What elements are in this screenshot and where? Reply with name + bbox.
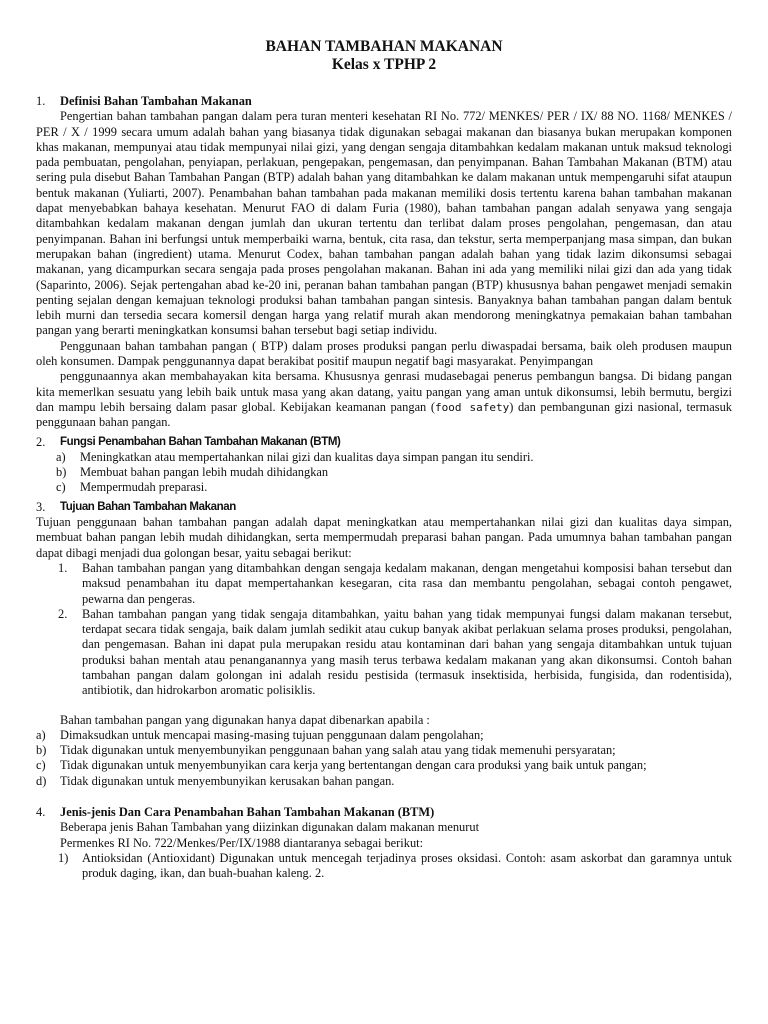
paragraph-definition (36, 109, 732, 338)
impact-text-end: ) dan pembangunan gizi nasional, termasuk penggunaan bahan pangan. (36, 399, 732, 430)
list-marker: c) (36, 758, 46, 773)
conditions-intro: Bahan tambahan pangan yang digunakan hanya dapat dibenarkan apabila : (60, 712, 430, 727)
list-text: Bahan tambahan pangan yang tidak sengaja ditambahkan, yaitu bahan yang tidak mempunyai fungsi dalam makanan tersebut, terdapat secara tidak sengaja, baik dalam jumlah sedikit atau cukup banyak akibat perlakuan selama proses produksi, pengolahan, dan pengemasan. Bahan ini dapat pula merupakan residu atau kontaminan dari bahan yang sengaja ditambahkan untuk tujuan produksi bahan mentah atau penanganannya yang masih terus terbawa kedalam makanan yang akan dikonsumsi. Contoh bahan tambahan pangan dalam golongan ini adalah residu pestisida (termasuk insektisida, herbisida, fungisida, dan rodentisida), antibiotik, dan hidrokarbon aromatic polisiklis. (82, 606, 732, 698)
list-text: Tidak digunakan untuk menyembunyikan cara kerja yang bertentangan dengan cara produksi yang baik untuk pangan; (60, 758, 647, 773)
list-text: Mempermudah preparasi. (80, 480, 208, 495)
list-text: Bahan tambahan pangan yang ditambahkan dengan sengaja kedalam makanan, dengan mengetahui komposisi bahan tersebut dan maksud penambahan itu dapat mempertahankan kesegaran, cita rasa dan membantu pengolahan, sebagai contoh pengawet, pewarna dan pengeras. (82, 560, 732, 606)
types-intro-line-2: Permenkes RI No. 722/Menkes/Per/IX/1988 diantaranya sebagai berikut: (60, 835, 424, 850)
conditions-list (36, 728, 732, 789)
paragraph-impact (36, 369, 732, 430)
document-subtitle: Kelas x TPHP 2 (331, 56, 437, 73)
definition-text: secara umum adalah bahan yang biasanya tidak digunakan sebagai makanan dan biasanya bukan merupakan komponen khas makanan, mempunyai atau tidak mempunyai nilai gizi, yang dengan sengaja ditambahkan kedalam makanan untuk maksud teknologi pada pembuatan, pengolahan, penyiapan, perlakuan, pengepakan, pengemasan, dan penyimpanan. Bahan Tambahan Makanan (BTM) atau sering pula disebut Bahan Tambahan Pangan (BTP) adalah bahan yang ditambahkan ke dalam makanan untuk mempengaruhi sifat ataupun bentuk makanan (Yuliarti, 2007). Penambahan bahan tambahan pada makanan memiliki dosis tertentu karena bahan tambahan makanan dapat menyebabkan bahaya kesehatan. Menurut FAO di dalam Furia (1980), bahan tambahan pangan adalah senyawa yang sengaja ditambahkan kedalam makanan dengan jumlah dan ukuran tertentu dan terlibat dalam proses pengolahan, pengemasan, dan atau penyimpanan. Bahan ini berfungsi untuk memperbaiki warna, bentuk, cita rasa, dan tekstur, serta memperpanjang masa simpan, dan bukan merupakan bahan (ingredient) utama. Menurut Codex, bahan tambahan pangan adalah bahan yang tidak lazim dikonsumsi sebagai makanan, yang dicampurkan secara sengaja pada proses pengolahan makanan. Bahan ini ada yang memiliki nilai gizi dan ada yang tidak (Saparinto, 2006). Sejak pertengahan abad ke-20 ini, peranan bahan tambahan pangan (BTP) khususnya bahan pengawet menjadi semakin penting sejalan dengan kemajuan teknologi produksi bahan tambahan pangan sintesis. Banyaknya bahan tambahan pangan dalam bentuk lebih murni dan tersedia secara komersil dengan harga yang relatif murah akan mendorong meningkatnya pemakaian bahan tambahan pangan yang berarti meningkatkan konsumsi bahan tersebut bagi setiap individu. (36, 124, 732, 338)
list-text: Membuat bahan pangan lebih mudah dihidangkan (80, 465, 329, 480)
list-text: Meningkatkan atau mempertahankan nilai gizi dan kualitas daya simpan pangan itu sendiri. (80, 449, 534, 464)
section-number: 1. (36, 94, 46, 108)
list-text: Tidak digunakan untuk menyembunyikan penggunaan bahan yang salah atau yang tidak memenuhi persyaratan; (60, 743, 616, 758)
list-item (58, 607, 732, 699)
food-safety-term: food safety (434, 400, 510, 414)
list-text: Tidak digunakan untuk menyembunyikan kerusakan bahan pangan. (60, 773, 395, 788)
section-title: Tujuan Bahan Tambahan Makanan (60, 500, 236, 513)
section-title: Definisi Bahan Tambahan Makanan (60, 94, 252, 108)
section-heading-2 (36, 435, 732, 450)
list-item (56, 465, 732, 480)
paragraph-purpose: Tujuan penggunaan bahan tambahan pangan adalah dapat meningkatkan atau mempertahankan nilai gizi dan kualitas daya simpan, membuat bahan pangan lebih mudah dihidangkan, serta mempermudah preparasi bahan pangan. Pada umumnya bahan tambahan pangan dapat dibagi menjadi dua golongan besar, yaitu sebagai berikut: (36, 515, 732, 560)
list-marker: b) (56, 465, 67, 480)
list-item (36, 743, 732, 758)
list-item (56, 480, 732, 495)
impact-text: penggunaannya akan membahayakan kita bersama. Khususnya genrasi mudasebagai penerus pembangun bangsa. Di bidang pangan kita memerlkan sesuatu yang lebih baik untuk masa yang akan datang, yaitu pangan yang aman untuk dikonsumsi, lebih bermutu, bergizi dan mampu lebih bersaing dalam pasar global. Kebijakan keamanan pangan ( (36, 369, 732, 414)
function-list (56, 450, 732, 496)
list-marker: a) (36, 727, 46, 742)
list-marker: 2. (58, 606, 68, 621)
section-number: 2. (36, 434, 46, 449)
types-intro-line-1: Beberapa jenis Bahan Tambahan yang diizinkan digunakan dalam makanan menurut (60, 820, 480, 835)
document-title: BAHAN TAMBAHAN MAKANAN (265, 38, 503, 55)
section-heading-3 (36, 500, 732, 515)
section-number: 4. (36, 805, 46, 820)
list-marker: a) (56, 449, 66, 464)
list-text: Dimaksudkan untuk mencapai masing-masing tujuan penggunaan dalam pengolahan; (60, 727, 484, 742)
list-marker: d) (36, 773, 47, 788)
list-item (36, 758, 732, 773)
section-number: 3. (36, 499, 46, 514)
regulation-reference: Pengertian bahan tambahan pangan dalam pera turan menteri kesehatan RI No. 772/ MENKES/ PER / IX/ 88 NO. 1168/ MENKES / PER / X / 1999 (36, 109, 732, 139)
list-item (36, 774, 732, 789)
section-heading-1 (36, 94, 732, 109)
list-marker: b) (36, 743, 47, 758)
section-heading-4 (36, 805, 732, 820)
list-marker: 1. (58, 560, 68, 575)
list-item (36, 728, 732, 743)
list-marker: 1) (58, 850, 69, 865)
list-item (58, 561, 732, 607)
section-title: Jenis-jenis Dan Cara Penambahan Bahan Tambahan Makanan (BTM) (60, 805, 435, 820)
paragraph-usage: Penggunaan bahan tambahan pangan ( BTP) dalam proses produksi pangan perlu diwaspadai bersama, baik oleh produsen maupun oleh konsumen. Dampak penggunannya dapat berakibat positif maupun negatif bagi masyarakat. Penyimpangan (36, 338, 732, 369)
list-text: Antioksidan (Antioxidant) Digunakan untuk mencegah terjadinya proses oksidasi. Contoh: asam askorbat dan garamnya untuk produk daging, ikan, dan buah-buahan kaleng. 2. (82, 850, 732, 881)
list-item (56, 450, 732, 465)
spacer (36, 699, 732, 713)
section-title: Fungsi Penambahan Bahan Tambahan Makanan (BTM) (60, 435, 341, 448)
list-item (58, 851, 732, 882)
list-marker: c) (56, 480, 66, 495)
category-list (58, 561, 732, 699)
types-list (58, 851, 732, 882)
